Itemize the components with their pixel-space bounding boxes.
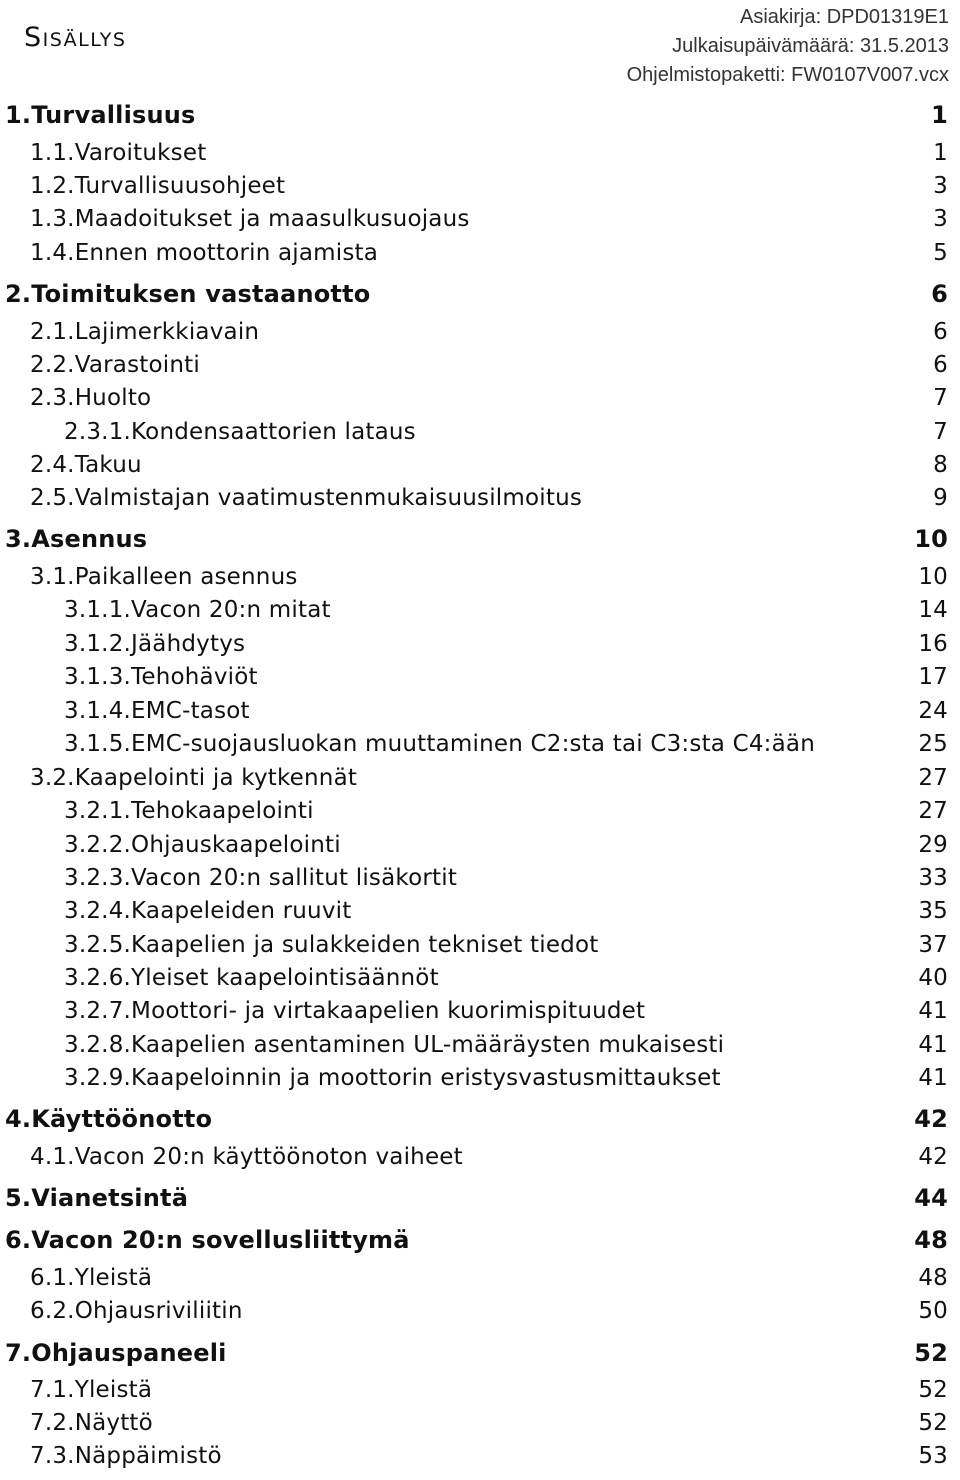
toc-entry[interactable] [0,202,960,236]
toc-entry-title: 3.2.3.Vacon 20:n sallitut lisäkortit [64,865,458,891]
toc-entry[interactable] [0,928,960,962]
toc-entry-page-number: 37 [918,932,948,958]
toc-entry-page-number: 7 [933,419,948,445]
document-id: Asiakirja: DPD01319E1 [740,6,949,28]
toc-entry-page-number: 25 [918,731,948,757]
toc-entry[interactable] [0,1028,960,1062]
toc-entry-page-number: 17 [918,664,948,690]
toc-entry-page-number: 27 [918,765,948,791]
toc-entry-page-number: 16 [918,631,948,657]
toc-entry-title: 3.2.4.Kaapeleiden ruuvit [64,898,352,924]
toc-entry-page-number: 50 [918,1298,948,1324]
toc-entry[interactable] [0,1181,960,1215]
toc-entry-page-number: 10 [918,564,948,590]
toc-entry[interactable] [0,961,960,995]
toc-entry-title: 3.2.1.Tehokaapelointi [64,798,314,824]
toc-entry-page-number: 1 [933,140,948,166]
toc-entry-title: 1.4.Ennen moottorin ajamista [30,240,379,266]
toc-entry-title: 4.1.Vacon 20:n käyttöönoton vaiheet [30,1144,463,1170]
toc-entry-page-number: 6 [933,319,948,345]
toc-entry-page-number: 9 [933,485,948,511]
toc-entry-page-number: 6 [933,352,948,378]
toc-entry-page-number: 40 [918,965,948,991]
toc-entry[interactable] [0,522,960,556]
toc-entry-page-number: 41 [918,1065,948,1091]
toc-entry[interactable] [0,1294,960,1328]
toc-entry-title: 3.Asennus [5,525,148,553]
toc-entry-title: 3.1.5.EMC-suojausluokan muuttaminen C2:sta tai C3:sta C4:ään [64,731,815,757]
toc-entry[interactable] [0,448,960,482]
toc-entry-page-number: 3 [933,206,948,232]
toc-entry[interactable] [0,98,960,132]
toc-entry-title: 3.2.8.Kaapelien asentaminen UL-määräysten mukaisesti [64,1032,725,1058]
toc-entry-page-number: 44 [914,1184,948,1212]
toc-entry[interactable] [0,381,960,415]
toc-entry-title: 2.3.Huolto [30,385,152,411]
toc-entry[interactable] [0,1140,960,1174]
toc-entry[interactable] [0,1406,960,1440]
toc-entry-title: 3.1.2.Jäähdytys [64,631,246,657]
toc-entry-title: 3.2.2.Ohjauskaapelointi [64,832,341,858]
toc-entry[interactable] [0,1102,960,1136]
toc-entry-title: 3.1.3.Tehohäviöt [64,664,258,690]
toc-entry-title: 6.2.Ohjausriviliitin [30,1298,243,1324]
publication-date: Julkaisupäivämäärä: 31.5.2013 [672,35,949,57]
toc-entry-title: 2.1.Lajimerkkiavain [30,319,260,345]
toc-entry-title: 6.Vacon 20:n sovellusliittymä [5,1226,410,1254]
toc-entry[interactable] [0,348,960,382]
toc-entry[interactable] [0,1223,960,1257]
toc-entry[interactable] [0,761,960,795]
toc-entry-page-number: 52 [918,1410,948,1436]
toc-entry[interactable] [0,1336,960,1370]
toc-entry[interactable] [0,1373,960,1407]
toc-entry[interactable] [0,627,960,661]
toc-entry[interactable] [0,593,960,627]
toc-entry-title: 3.2.5.Kaapelien ja sulakkeiden tekniset tiedot [64,932,599,958]
toc-entry-page-number: 24 [918,698,948,724]
toc-entry-page-number: 27 [918,798,948,824]
toc-entry-title: 3.1.4.EMC-tasot [64,698,250,724]
toc-entry-page-number: 48 [914,1226,948,1254]
toc-entry[interactable] [0,727,960,761]
toc-entry-title: 3.1.Paikalleen asennus [30,564,298,590]
toc-entry-title: 4.Käyttöönotto [5,1105,213,1133]
toc-entry-title: 7.3.Näppäimistö [30,1443,222,1469]
toc-entry-page-number: 52 [918,1377,948,1403]
toc-entry-title: 1.Turvallisuus [5,101,196,129]
toc-entry-page-number: 52 [914,1339,948,1367]
toc-entry-title: 2.5.Valmistajan vaatimustenmukaisuusilmoitus [30,485,583,511]
toc-entry-page-number: 1 [931,101,948,129]
toc-entry[interactable] [0,481,960,515]
toc-entry[interactable] [0,169,960,203]
toc-entry-title: 3.2.7.Moottori- ja virtakaapelien kuorimispituudet [64,998,646,1024]
toc-entry-title: 5.Vianetsintä [5,1184,189,1212]
toc-entry-page-number: 41 [918,1032,948,1058]
toc-entry-title: 7.2.Näyttö [30,1410,153,1436]
toc-entry-title: 3.2.Kaapelointi ja kytkennät [30,765,358,791]
toc-entry-page-number: 53 [918,1443,948,1469]
toc-entry-title: 2.3.1.Kondensaattorien lataus [64,419,416,445]
toc-entry[interactable] [0,894,960,928]
toc-entry-page-number: 3 [933,173,948,199]
toc-entry-page-number: 6 [931,280,948,308]
toc-entry[interactable] [0,315,960,349]
toc-entry[interactable] [0,994,960,1028]
toc-entry-page-number: 5 [933,240,948,266]
toc-entry-page-number: 29 [918,832,948,858]
toc-entry[interactable] [0,694,960,728]
toc-entry-page-number: 10 [914,525,948,553]
toc-entry-page-number: 42 [918,1144,948,1170]
toc-entry-page-number: 7 [933,385,948,411]
toc-entry-page-number: 8 [933,452,948,478]
toc-entry[interactable] [0,136,960,170]
toc-entry[interactable] [0,1261,960,1295]
toc-entry-page-number: 35 [918,898,948,924]
toc-entry[interactable] [0,828,960,862]
toc-entry-title: 1.2.Turvallisuusohjeet [30,173,286,199]
toc-entry-title: 3.2.6.Yleiset kaapelointisäännöt [64,965,439,991]
toc-entry-title: 2.2.Varastointi [30,352,200,378]
toc-entry[interactable] [0,1439,960,1473]
toc-entry-title: 2.4.Takuu [30,452,142,478]
toc-entry-page-number: 48 [918,1265,948,1291]
toc-entry-title: 3.2.9.Kaapeloinnin ja moottorin eristysvastusmittaukset [64,1065,721,1091]
toc-entry-page-number: 33 [918,865,948,891]
toc-entry[interactable] [0,560,960,594]
toc-entry[interactable] [0,415,960,449]
toc-entry-title: 3.1.1.Vacon 20:n mitat [64,597,331,623]
toc-entry[interactable] [0,660,960,694]
toc-entry-title: 1.3.Maadoitukset ja maasulkusuojaus [30,206,470,232]
toc-entry-title: 1.1.Varoitukset [30,140,207,166]
toc-entry[interactable] [0,861,960,895]
software-package: Ohjelmistopaketti: FW0107V007.vcx [626,64,949,86]
toc-entry-page-number: 42 [914,1105,948,1133]
toc-entry-page-number: 14 [918,597,948,623]
toc-entry[interactable] [0,236,960,270]
toc-entry-title: 7.1.Yleistä [30,1377,153,1403]
toc-entry-page-number: 41 [918,998,948,1024]
toc-entry[interactable] [0,794,960,828]
toc-entry-title: 7.Ohjauspaneeli [5,1339,227,1367]
toc-entry[interactable] [0,277,960,311]
toc-entry-title: 2.Toimituksen vastaanotto [5,280,371,308]
page-title: Sisällys [24,22,127,53]
toc-entry-title: 6.1.Yleistä [30,1265,153,1291]
toc-entry[interactable] [0,1061,960,1095]
